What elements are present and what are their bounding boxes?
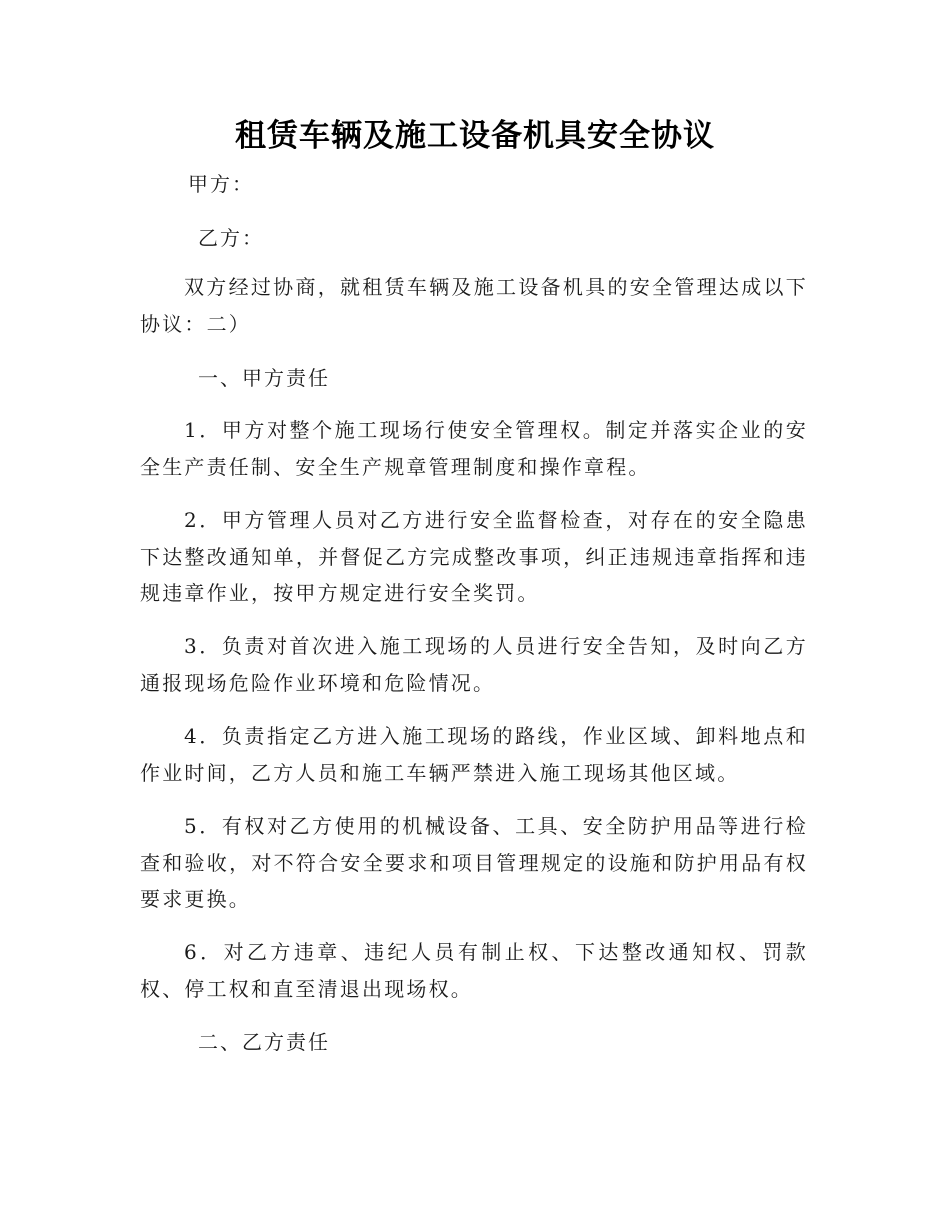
section-a-heading: 一、甲方责任 bbox=[198, 366, 330, 390]
section-a-item-3: 3．负责对首次进入施工现场的人员进行安全告知，及时向乙方通报现场危险作业环境和危险情况。 bbox=[140, 634, 808, 695]
section-a-item-2: 2．甲方管理人员对乙方进行安全监督检查，对存在的安全隐患下达整改通知单，并督促乙方完成整改事项，纠正违规违章指挥和违规违章作业，按甲方规定进行安全奖罚。 bbox=[140, 508, 808, 605]
intro-paragraph: 双方经过协商，就租赁车辆及施工设备机具的安全管理达成以下协议：二） bbox=[140, 275, 808, 336]
section-a-item-4: 4．负责指定乙方进入施工现场的路线，作业区域、卸料地点和作业时间，乙方人员和施工车辆严禁进入施工现场其他区域。 bbox=[140, 724, 808, 785]
party-b-label: 乙方： bbox=[198, 226, 264, 250]
section-a-item-1: 1．甲方对整个施工现场行使安全管理权。制定并落实企业的安全生产责任制、安全生产规章管理制度和操作章程。 bbox=[140, 418, 808, 479]
section-a-item-6: 6．对乙方违章、违纪人员有制止权、下达整改通知权、罚款权、停工权和直至清退出现场权。 bbox=[140, 940, 808, 1001]
party-a-label: 甲方： bbox=[188, 172, 254, 196]
document-title: 租赁车辆及施工设备机具安全协议 bbox=[235, 118, 715, 154]
section-a-item-5: 5．有权对乙方使用的机械设备、工具、安全防护用品等进行检查和验收，对不符合安全要求和项目管理规定的设施和防护用品有权要求更换。 bbox=[140, 814, 808, 911]
section-b-heading: 二、乙方责任 bbox=[198, 1030, 330, 1054]
